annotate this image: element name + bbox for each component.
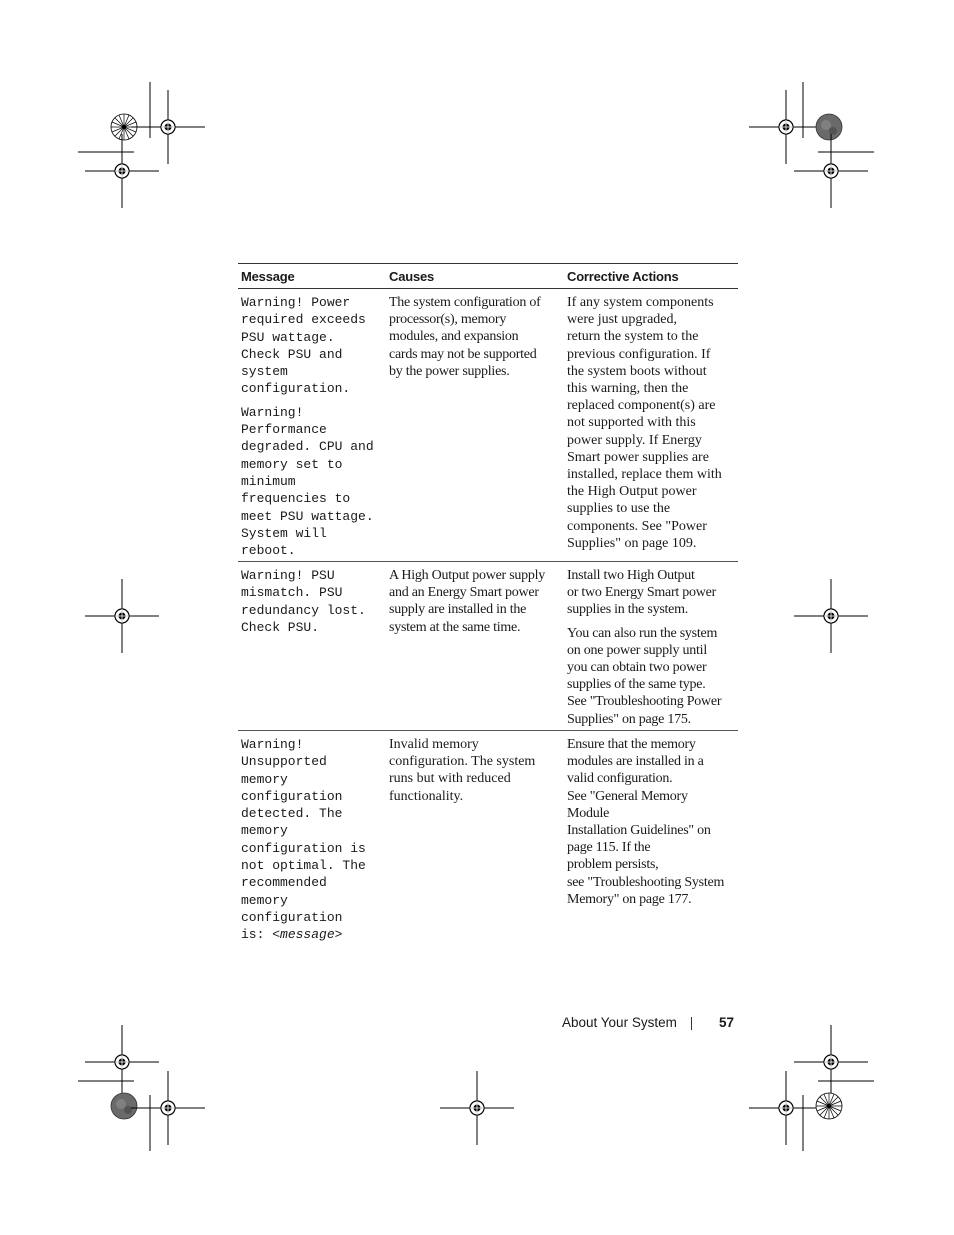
cause-text: The system configuration of processor(s), memory modules, and expansion cards may not be supported by the power supplies.	[389, 295, 541, 379]
cause-text: A High Output power supply and an Energy Smart power supply are installed in the system at the same time.	[389, 568, 546, 635]
page-number: 57	[719, 1015, 735, 1030]
header-message: Message	[241, 268, 295, 284]
table-row	[238, 731, 738, 946]
footer-divider	[691, 1017, 692, 1030]
message-cell	[241, 736, 386, 944]
message-cell	[241, 567, 386, 636]
action-text: Install two High Output or two Energy Smart power supplies in the system.	[567, 568, 717, 618]
message-cell	[241, 294, 386, 559]
action-text: If any system components were just upgraded, return the system to the previous configuration. If the system boots without this warning, then the replaced component(s) are not supported with this power supply. If Energy Smart power supplies are installed, replace them with the High Output power supplies to use the components. See "Power Supplies" on page 109.	[567, 295, 722, 551]
table-row	[238, 289, 738, 562]
table-row	[238, 562, 738, 731]
message-text: Warning! Performance degraded. CPU and memory set to minimum frequencies to meet PSU wattage. System will reboot.	[241, 404, 374, 559]
causes-cell	[389, 567, 561, 636]
action-text: Ensure that the memory modules are installed in a valid configuration. See "General Memory Module Installation Guidelines" on page 115. If the problem persists, see "Troubleshooting System Memory" on page 177.	[567, 737, 725, 907]
actions-cell	[567, 736, 739, 908]
message-text-body: Warning! Unsupported memory configuration detected. The memory configuration is not optimal. The recommended memory configuration is:	[241, 737, 366, 943]
message-variable: <message>	[272, 927, 343, 943]
causes-cell	[389, 736, 561, 805]
actions-cell	[567, 294, 739, 552]
causes-cell	[389, 294, 561, 380]
header-causes: Causes	[389, 268, 435, 284]
message-text: Warning! PSU mismatch. PSU redundancy lost. Check PSU.	[241, 568, 366, 635]
message-text	[241, 736, 386, 944]
table-header	[238, 264, 738, 289]
header-corrective-actions: Corrective Actions	[567, 268, 679, 284]
section-title: About Your System	[562, 1015, 677, 1030]
actions-cell	[567, 567, 739, 728]
message-text: Warning! Power required exceeds PSU wattage. Check PSU and system configuration.	[241, 295, 366, 397]
cause-text: Invalid memory configuration. The system runs but with reduced functionality.	[389, 737, 536, 804]
action-text: You can also run the system on one power supply until you can obtain two power supplies of the same type. See "Troubleshooting Power Supplies" on page 175.	[567, 625, 722, 727]
messages-table	[238, 263, 738, 946]
